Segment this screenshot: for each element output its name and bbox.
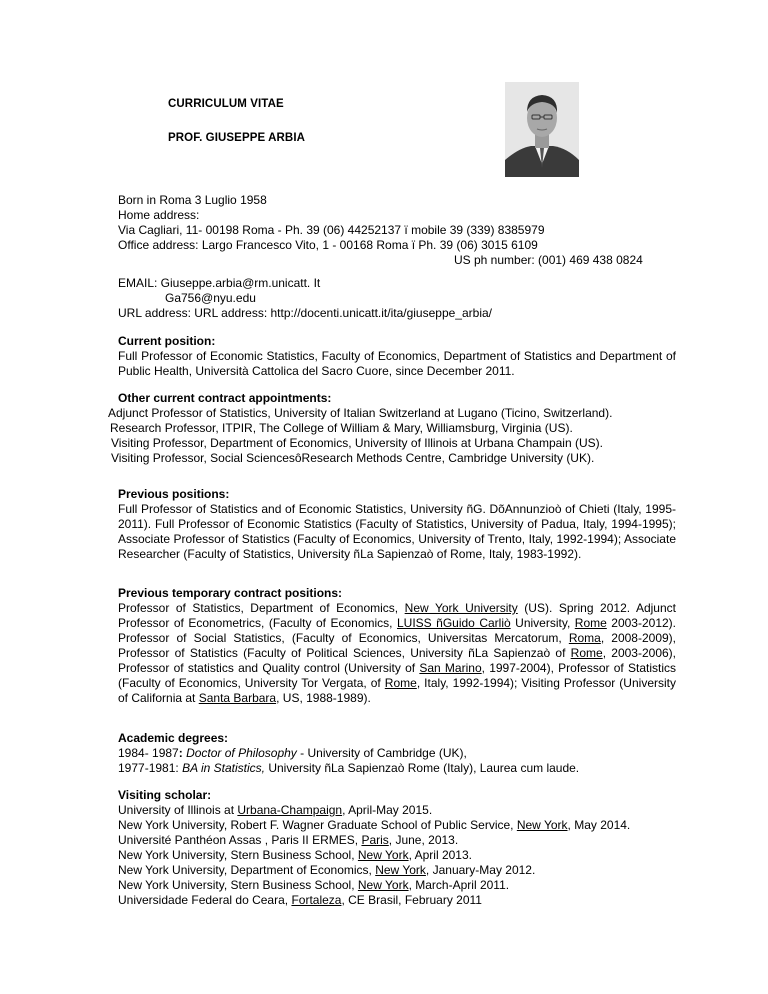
text-segment: New York University, Stern Business School,: [118, 848, 358, 862]
place-link: LUISS ñGuido Carliò: [397, 616, 511, 630]
place-link: New York University: [404, 601, 518, 615]
text-segment: New York University, Department of Economics,: [118, 863, 376, 877]
degree-institution: University ñLa Sapienzaò Rome (Italy), Laurea cum laude.: [264, 761, 580, 775]
current-position-section: [118, 334, 676, 379]
place-link: Rome: [574, 616, 607, 630]
previous-positions-section: [118, 487, 676, 562]
visiting-scholar-heading: Visiting scholar:: [118, 788, 212, 802]
url-line: URL address: URL address: http://docenti.unicatt.it/ita/giuseppe_arbia/: [118, 306, 492, 320]
appointment-item: Visiting Professor, Department of Economics, University of Illinois at Urbana Champain (US).: [111, 436, 603, 450]
text-segment: Professor of Statistics, Department of Economics,: [118, 601, 405, 615]
text-segment: , May 2014.: [567, 818, 631, 832]
text-segment: , CE Brasil, February 2011: [341, 893, 482, 907]
home-label: Home address:: [118, 208, 200, 222]
previous-positions-text: Full Professor of Statistics and of Economic Statistics, University ñG. DõAnnunzioò of Chieti (Italy, 1995-2011). Full Professor of Economic Statistics (Faculty of Statistics, University of Padua, Italy, 1994-1995); Associate Professor of Statistics (Faculty of Economics, University of Trento, Italy, 1992-1994); Associate Researcher (Faculty of Statistics, University ñLa Sapienzaò of Rome, Italy, 1983-1992).: [118, 502, 676, 561]
text-segment: New York University, Robert F. Wagner Graduate School of Public Service,: [118, 818, 517, 832]
text-segment: , Italy, 1992-1994); Visiting Professor (University of California at: [118, 676, 676, 705]
other-appointments-heading: [118, 391, 676, 406]
author-name: PROF. GIUSEPPE ARBIA: [168, 132, 306, 144]
place-link: New York: [375, 863, 426, 877]
current-position-heading: Current position:: [118, 334, 216, 348]
email-secondary: Ga756@nyu.edu: [165, 291, 256, 305]
visiting-item: [118, 848, 676, 863]
appointment-item: Adjunct Professor of Statistics, University of Italian Switzerland at Lugano (Ticino, Switzerland).: [108, 406, 613, 420]
degree-institution: - University of Cambridge (UK),: [296, 746, 467, 760]
place-link: Rome: [384, 676, 417, 690]
place-link: San Marino: [419, 661, 482, 675]
birth-info: Born in Roma 3 Luglio 1958: [118, 193, 267, 207]
home-address: Via Cagliari, 11- 00198 Roma - Ph. 39 (06) 44252137 ï mobile 39 (339) 8385979: [118, 223, 545, 237]
text-segment: , June, 2013.: [388, 833, 459, 847]
text-segment: University,: [510, 616, 575, 630]
text-segment: University of Illinois at: [118, 803, 238, 817]
other-appointments-title: Other current contract appointments:: [118, 391, 332, 405]
place-link: Paris: [361, 833, 389, 847]
visiting-item: [118, 893, 676, 908]
text-segment: , January-May 2012.: [425, 863, 536, 877]
place-link: Rome: [570, 646, 603, 660]
portrait-photo: [505, 82, 579, 177]
degree-phd: [118, 746, 676, 761]
visiting-item: [118, 803, 676, 818]
text-segment: Université Panthéon Assas , Paris II ERMES,: [118, 833, 362, 847]
degree-ba: [118, 761, 676, 776]
document-title: CURRICULUM VITAE: [168, 98, 284, 110]
temporary-positions-text: [118, 601, 676, 706]
text-segment: (US). Spring 2012. Adjunct Professor of Econometrics, (Faculty of Economics,: [118, 601, 676, 630]
text-segment: , US, 1988-1989).: [276, 691, 371, 705]
current-position-text: Full Professor of Economic Statistics, Faculty of Economics, Department of Statistics and Department of Public Health, Università Cattolica del Sacro Cuore, since December 2011.: [118, 349, 676, 378]
place-link: New York: [357, 878, 409, 892]
academic-degrees-section: [118, 731, 676, 776]
place-link: New York: [357, 848, 409, 862]
personal-info: [118, 193, 676, 268]
degree-years: 1984- 1987: [118, 746, 179, 760]
text-segment: , April 2013.: [408, 848, 472, 862]
appointment-item: Research Professor, ITPIR, The College of William & Mary, Williamsburg, Virginia (US).: [110, 421, 573, 435]
place-link: New York: [516, 818, 568, 832]
place-link: Santa Barbara: [198, 691, 277, 705]
degree-years: 1977-1981:: [118, 761, 183, 775]
degree-title: BA in Statistics,: [182, 761, 265, 775]
text-segment: , March-April 2011.: [408, 878, 510, 892]
contact-info: [118, 276, 676, 321]
place-link: Urbana-Champaign: [237, 803, 343, 817]
visiting-scholar-section: [118, 788, 676, 908]
academic-degrees-heading: Academic degrees:: [118, 731, 229, 745]
text-segment: Universidade Federal do Ceara,: [118, 893, 292, 907]
text-segment: , 2008-2009), Professor of Statistics (Faculty of Political Sciences, University ñLa Sapienzaò of: [118, 631, 676, 660]
text-segment: , April-May 2015.: [342, 803, 433, 817]
temporary-positions-section: [118, 586, 676, 706]
visiting-item: [118, 818, 676, 833]
degree-colon: :: [178, 746, 183, 760]
office-address: Office address: Largo Francesco Vito, 1 - 00168 Roma ï Ph. 39 (06) 3015 6109: [118, 238, 538, 252]
us-phone: US ph number: (001) 469 438 0824: [454, 253, 643, 267]
other-appointments-list: [108, 406, 708, 466]
visiting-item: [118, 878, 676, 893]
temporary-positions-heading: Previous temporary contract positions:: [118, 586, 343, 600]
place-link: Fortaleza: [291, 893, 342, 907]
text-segment: , 2003-2006), Professor of statistics and Quality control (University of: [118, 646, 676, 675]
place-link: Roma: [568, 631, 601, 645]
text-segment: New York University, Stern Business School,: [118, 878, 358, 892]
text-segment: 2003-2012). Professor of Social Statistics, (Faculty of Economics, Universitas Mercatorum,: [118, 616, 676, 645]
visiting-item: [118, 833, 676, 848]
degree-title: Doctor of Philosophy: [186, 746, 297, 760]
previous-positions-heading: Previous positions:: [118, 487, 230, 501]
email-line: EMAIL: Giuseppe.arbia@rm.unicatt. It: [118, 276, 321, 290]
appointment-item: Visiting Professor, Social SciencesôResearch Methods Centre, Cambridge University (UK).: [111, 451, 595, 465]
visiting-item: [118, 863, 676, 878]
text-segment: , 1997-2004), Professor of Statistics (Faculty of Economics, University Tor Vergata, of: [118, 661, 676, 690]
visiting-scholar-list: [118, 803, 676, 908]
